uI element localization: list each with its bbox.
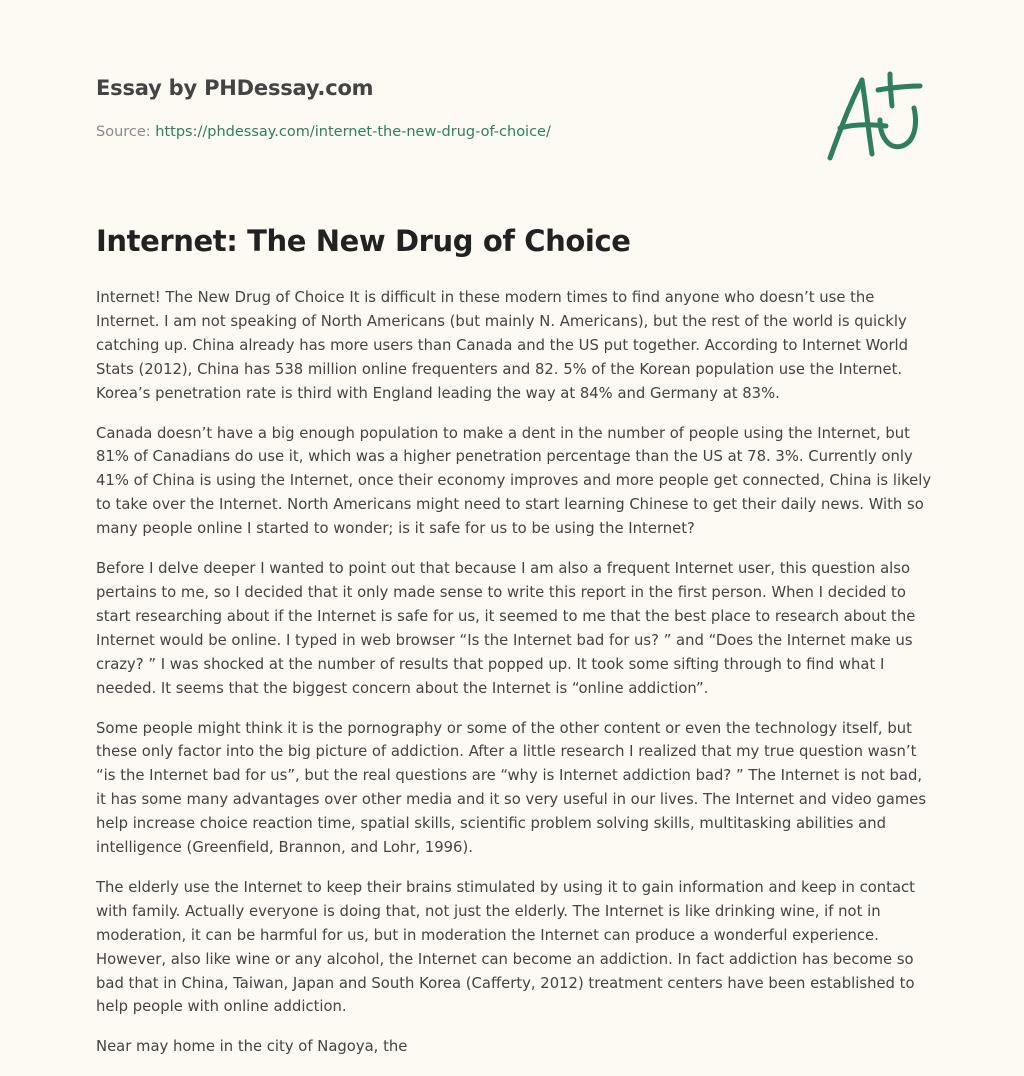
essay-paragraph: Some people might think it is the pornography or some of the other content or even the technology itself, but these only factor into the big picture of addiction. After a little research I realized that my true question wasn’t “is the Internet bad for us”, but the real questions are “why is Internet addiction bad? ” The Internet is not bad, it has some many advantages over other media and it so very useful in our lives. The Internet and video games help increase choice reaction time, spatial skills, scientific problem solving skills, multitasking abilities and intelligence (Greenfield, Brannon, and Lohr, 1996).: [96, 719, 927, 857]
essay-paragraph: Canada doesn’t have a big enough population to make a dent in the number of people using the Internet, but 81% of Canadians do use it, which was a higher penetration percentage than the US at 78. 3%. Currently only 41% of China is using the Internet, once their economy improves and more people get connected, China is likely to take over the Internet. North Americans might need to start learning Chinese to get their daily news. With so many people online I started to wonder; is it safe for us to be using the Internet?: [96, 424, 932, 538]
essay-paragraph: Near may home in the city of Nagoya, the: [96, 1038, 408, 1056]
source-link[interactable]: https://phdessay.com/internet-the-new-drug-of-choice/: [155, 124, 551, 140]
source-line: [96, 124, 551, 140]
a-plus-grade-icon: [820, 66, 930, 166]
essay-paragraph: The elderly use the Internet to keep their brains stimulated by using it to gain information and keep in contact with family. Actually everyone is doing that, not just the elderly. The Internet is like drinking wine, if not in moderation, it can be harmful for us, but in moderation the Internet can produce a wonderful experience. However, also like wine or any alcohol, the Internet can become an addiction. In fact addiction has become so bad that in China, Taiwan, Japan and South Korea (Cafferty, 2012) treatment centers have been established to help people with online addiction.: [96, 878, 915, 1016]
page-title: Internet: The New Drug of Choice: [96, 224, 631, 258]
source-label: Source:: [96, 124, 151, 140]
essay-body: [96, 286, 934, 1075]
brand-heading: Essay by PHDessay.com: [96, 76, 374, 100]
essay-paragraph: Before I delve deeper I wanted to point out that because I am also a frequent Internet user, this question also pertains to me, so I decided that it only made sense to write this report in the first person. When I decided to start researching about if the Internet is safe for us, it seemed to me that the best place to research about the Internet would be online. I typed in web browser “Is the Internet bad for us? ” and “Does the Internet make us crazy? ” I was shocked at the number of results that popped up. It took some sifting through to find what I needed. It seems that the biggest concern about the Internet is “online addiction”.: [96, 560, 916, 697]
essay-paragraph: Internet! The New Drug of Choice It is difficult in these modern times to find anyone who doesn’t use the Internet. I am not speaking of North Americans (but mainly N. Americans), but the rest of the world is quickly catching up. China already has more users than Canada and the US put together. According to Internet World Stats (2012), China has 538 million online frequenters and 82. 5% of the Korean population use the Internet. Korea’s penetration rate is third with England leading the way at 84% and Germany at 83%.: [96, 289, 909, 402]
